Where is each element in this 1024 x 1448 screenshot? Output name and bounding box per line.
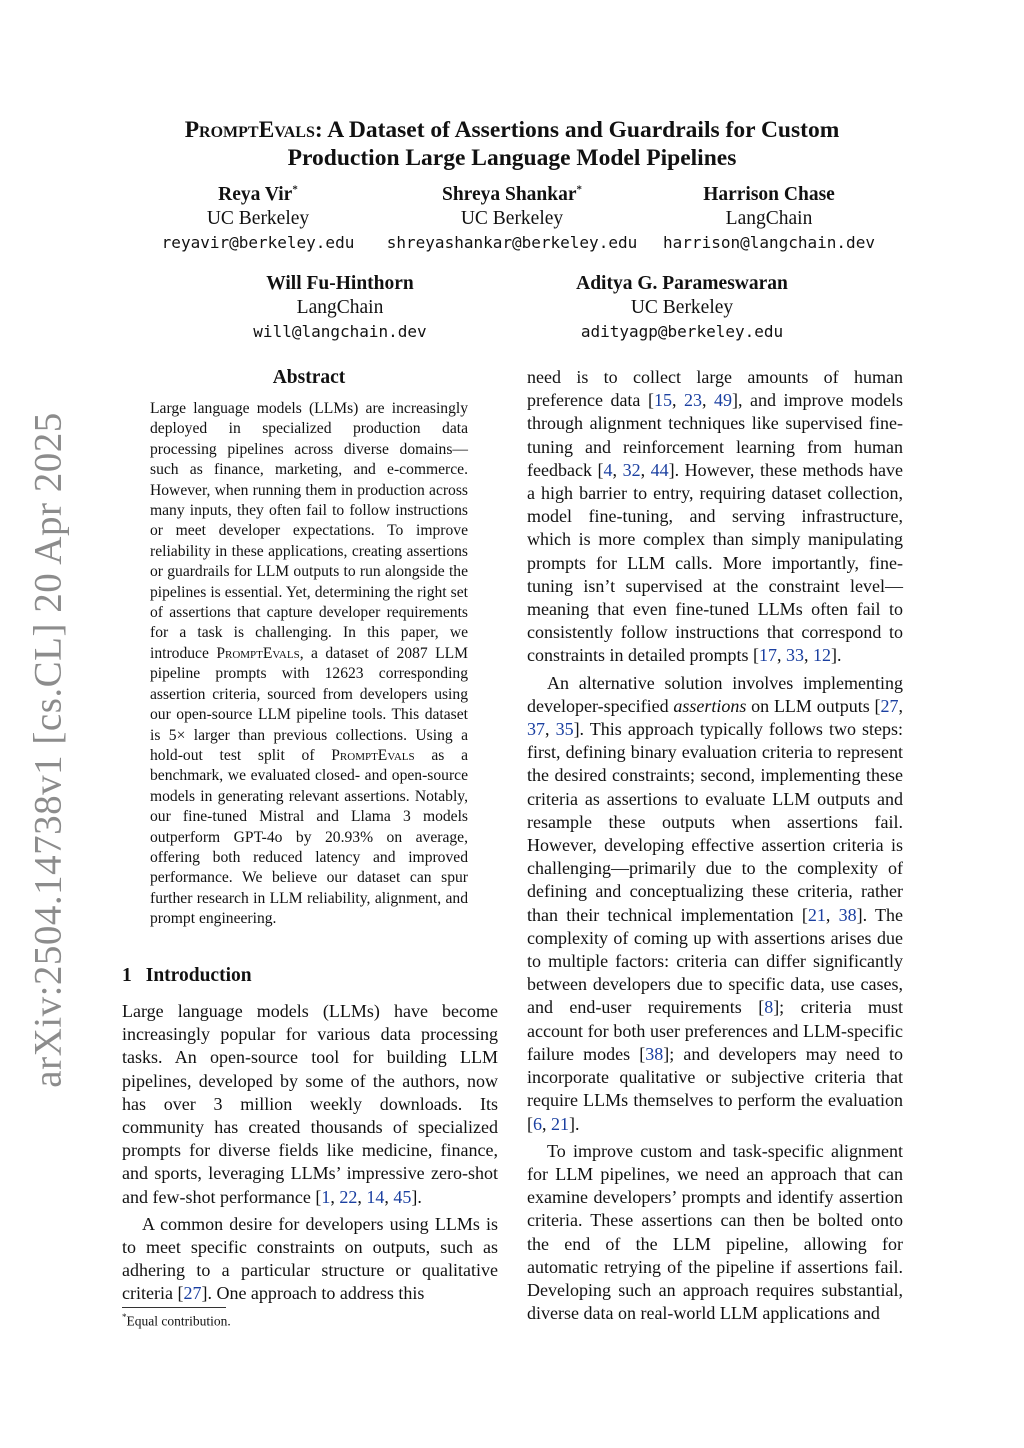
citation-link[interactable]: 1 [321, 1186, 331, 1207]
footnote [122, 1312, 231, 1330]
citation-link[interactable]: 14 [366, 1186, 385, 1207]
left-column-body [122, 1000, 498, 1306]
dataset-name: PromptEvals [216, 644, 300, 662]
author-email[interactable]: adityagp@berkeley.edu [580, 322, 784, 341]
author-affiliation: UC Berkeley [460, 208, 564, 229]
citation-link[interactable]: 21 [807, 904, 826, 925]
section-heading [122, 965, 252, 987]
citation-link[interactable]: 6 [533, 1113, 542, 1134]
citation-link[interactable]: 27 [880, 695, 899, 716]
author-affiliation: UC Berkeley [206, 208, 310, 229]
citation-link[interactable]: 38 [838, 904, 857, 925]
citation-link[interactable]: 38 [645, 1043, 664, 1064]
emphasis: assertions [673, 695, 747, 716]
citation-link[interactable]: 49 [714, 390, 733, 411]
author-affiliation: UC Berkeley [630, 297, 734, 318]
arxiv-identifier-text: arXiv:2504.14738v1 [cs.CL] 20 Apr 2025 [26, 412, 70, 1088]
citation-link[interactable]: 4 [603, 459, 613, 480]
abstract-body: Large language models (LLMs) are increasingly deployed in specialized production data processing pipelines across diverse domains—such as finance, marketing, and e-commerce. However, when running them in production across many inputs, they often fail to follow instructions or meet developer expectations. To improve reliability in these applications, creating assertions or guardrails for LLM outputs to run alongside the pipelines is essential. Yet, determining the right set of assertions that capture developer requirements for a task is challenging. In this paper, we introduce PromptEvals, a dataset of 2087 LLM pipeline prompts with 12623 corresponding assertion criteria, sourced from developers using our open-source LLM pipeline tools. This dataset is 5× larger than previous collections. Using a hold-out test split of PromptEvals as a benchmark, we evaluated closed- and open-source models in generating relevant assertions. Notably, our fine-tuned Mistral and Llama 3 models outperform GPT-4o by 20.93% on average, offering both reduced latency and improved performance. We believe our dataset can spur further research in LLM reliability, alignment, and prompt engineering. [150, 400, 468, 928]
dataset-name: PromptEvals [331, 746, 415, 764]
author-block [190, 272, 490, 344]
citation-link[interactable]: 32 [622, 459, 641, 480]
author-affiliation: LangChain [725, 208, 813, 229]
author-name: Aditya G. Parameswaran [576, 273, 788, 294]
footnote-divider [122, 1307, 226, 1308]
citation-link[interactable]: 45 [393, 1186, 412, 1207]
author-name: Harrison Chase [703, 184, 835, 205]
author-affiliation: LangChain [296, 297, 384, 318]
paragraph: To improve custom and task-specific alignment for LLM pipelines, we need an approach that can examine developers’ prompts and identify assertion criteria. These assertions can then be bolted onto the end of the LLM pipeline, allowing for automatic retrying of the pipeline if assertions fail. Developing such an approach requires substantial, diverse data on real-world LLM applications and [527, 1140, 903, 1324]
citation-link[interactable]: 33 [785, 645, 804, 666]
author-name: Reya Vir* [218, 183, 298, 205]
arxiv-identifier [18, 412, 78, 1088]
citation-link[interactable]: 27 [183, 1283, 202, 1304]
citation-link[interactable]: 21 [551, 1113, 569, 1134]
citation-link[interactable]: 44 [650, 459, 669, 480]
citation-link[interactable]: 23 [683, 390, 702, 411]
citation-link[interactable]: 35 [555, 719, 574, 740]
footnote-text: Equal contribution. [126, 1313, 231, 1329]
author-name: Will Fu-Hinthorn [266, 273, 414, 294]
abstract-heading: Abstract [272, 367, 346, 388]
paper-title [120, 116, 904, 172]
equal-contribution-mark: * [576, 183, 583, 196]
equal-contribution-mark: * [292, 183, 298, 196]
title-line2: Production Large Language Model Pipelines [287, 145, 737, 171]
author-block [532, 272, 832, 344]
paragraph: A common desire for developers using LLMs is to meet specific constraints on outputs, such as adhering to a particular structure or qualitative criteria [27]. One approach to address this [122, 1213, 498, 1304]
citation-link[interactable]: 12 [812, 645, 831, 666]
section-title: Introduction [145, 965, 252, 986]
footnote-mark: * [122, 1312, 127, 1322]
author-name: Shreya Shankar* [441, 183, 583, 205]
paragraph: Large language models (LLMs) have become increasingly popular for various data processing tasks. An open-source tool for building LLM pipelines, developed by some of the authors, now has over 3 million weekly downloads. Its community has created thousands of specialized prompts for diverse fields like medicine, finance, and sports, leveraging LLMs’ impressive zero-shot and few-shot performance [1, 22, 14, 45]. [122, 1001, 498, 1207]
title-line1-rest: : A Dataset of Assertions and Guardrails for Custom [314, 117, 840, 143]
citation-link[interactable]: 15 [653, 390, 672, 411]
citation-link[interactable]: 22 [339, 1186, 358, 1207]
author-email[interactable]: will@langchain.dev [253, 322, 427, 341]
author-email[interactable]: harrison@langchain.dev [663, 233, 875, 252]
paragraph: need is to collect large amounts of human preference data [15, 23, 49], and improve models through alignment techniques like supervised fine-tuning and reinforcement learning from human feedback [4, 32, 44]. However, these methods have a high barrier to entry, requiring dataset collection, model fine-tuning, and serving infrastructure, which is more complex than simply manipulating prompts for LLM calls. More importantly, fine-tuning isn’t supervised at the constraint level—meaning that even fine-tuned LLMs often fail to consistently follow instructions that correspond to constraints in detailed prompts [17, 33, 12]. [527, 367, 904, 666]
right-column-body [527, 366, 903, 1325]
author-email[interactable]: shreyashankar@berkeley.edu [386, 233, 638, 252]
author-block [362, 183, 662, 255]
citation-link[interactable]: 8 [764, 997, 774, 1018]
title-dataset-name: PromptEvals [184, 117, 315, 143]
paragraph: An alternative solution involves implementing developer-specified assertions on LLM outputs [27, 37, 35]. This approach typically follows two steps: first, defining binary evaluation criteria to represent the desired constraints; second, implementing these criteria as assertions to evaluate LLM outputs and resample these outputs when assertions fail. However, developing effective assertion criteria is challenging—primarily due to the complexity of defining and conceptualizing these criteria, rather than their technical implementation [21, 38]. The complexity of coming up with assertions arises due to multiple factors: criteria can differ significantly between developers due to specific data, use cases, and end-user requirements [8]; criteria must account for both user preferences and LLM-specific failure modes [38]; and developers may need to incorporate qualitative or subjective criteria that require LLMs themselves to perform the evaluation [6, 21]. [527, 672, 904, 1134]
citation-link[interactable]: 17 [758, 645, 777, 666]
section-number: 1 [122, 965, 132, 986]
author-email[interactable]: reyavir@berkeley.edu [161, 233, 355, 252]
author-block [619, 183, 919, 255]
citation-link[interactable]: 37 [527, 719, 545, 740]
